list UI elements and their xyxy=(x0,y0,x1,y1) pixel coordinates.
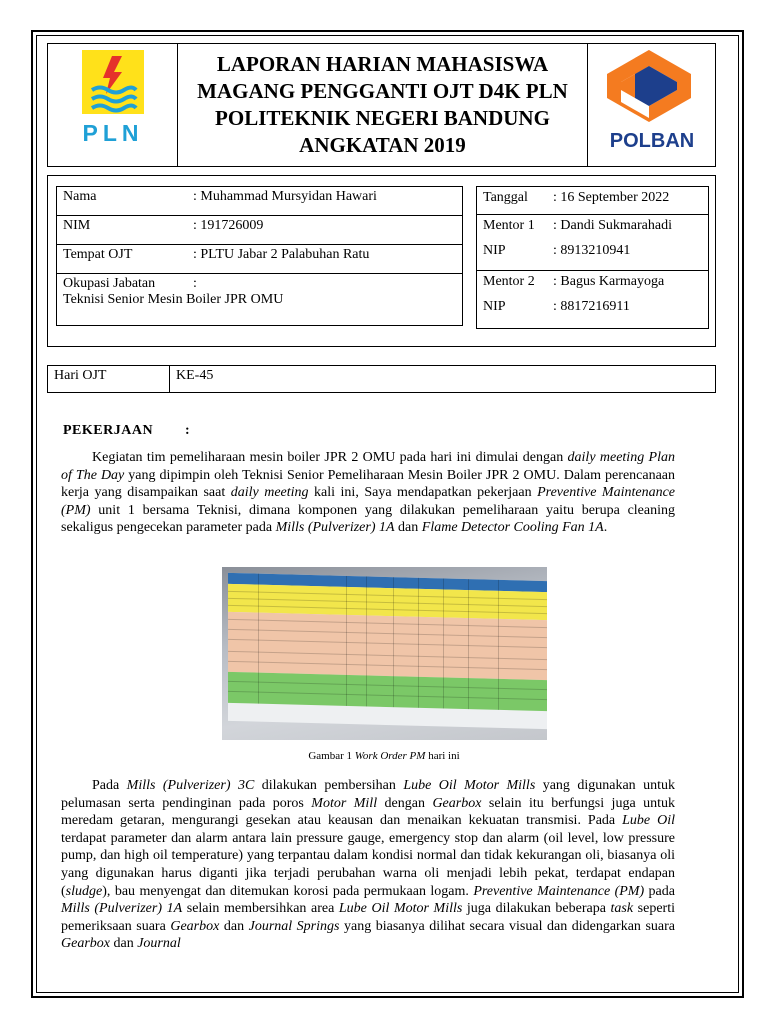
nama-label: Nama xyxy=(63,189,97,204)
text-run: selain membersihkan area xyxy=(182,901,339,917)
text-run: . xyxy=(603,520,608,536)
italic-run: Gearbox xyxy=(61,936,110,952)
text-run: selain itu berfungsi juga untuk meredam getaran, mengurangi gesekan atau keausan dan menaikan kekuatan transmisi. Pada xyxy=(61,795,675,829)
sheet-col-line xyxy=(498,580,499,710)
nama-row xyxy=(57,187,463,216)
italic-run: Flame Detector Cooling Fan 1A xyxy=(421,520,604,536)
italic-run: Lube Oil Motor Mills xyxy=(403,778,536,793)
text-run: Kegiatan tim pemeliharaan mesin boiler JPR 2 OMU pada hari ini dimulai dengan xyxy=(92,450,568,465)
italic-run: Mills (Pulverizer) 1A xyxy=(275,520,395,536)
tempat-row xyxy=(57,245,463,274)
italic-run: sludge xyxy=(65,883,103,899)
text-run: kali ini, Saya mendapatkan pekerjaan xyxy=(308,485,538,501)
nim-label: NIM xyxy=(63,218,91,233)
text-run: dan xyxy=(394,520,422,536)
text-run: dan xyxy=(219,918,249,934)
paragraph-mills xyxy=(61,777,675,953)
student-info-table xyxy=(56,186,463,326)
italic-run: daily meeting Plan of The Day xyxy=(61,450,675,483)
text-run: ), bau menyengat dan ditemukan korosi pada permukaan logam. xyxy=(102,883,474,899)
sheet-col-line xyxy=(366,576,367,706)
sheet-col-line xyxy=(258,574,259,704)
italic-run: Gearbox xyxy=(170,918,220,934)
italic-run: Lube Oil xyxy=(622,813,675,829)
pln-logo-text: PLN xyxy=(82,120,144,146)
okupasi-label: Okupasi Jabatan xyxy=(63,276,156,291)
report-header xyxy=(47,43,716,167)
pln-logo xyxy=(48,44,178,166)
italic-run: Preventive Maintenance (PM) xyxy=(473,883,645,899)
sheet-col-line xyxy=(418,578,419,708)
text-run: yang digunakan untuk pelumasan serta pendinginan pada poros xyxy=(61,778,675,811)
mentor2-label: Mentor 2 xyxy=(483,274,535,289)
pln-logo-mark xyxy=(82,50,144,114)
tanggal-row xyxy=(477,187,709,215)
nim-value: : 191726009 xyxy=(193,218,264,233)
polban-logo-text: POLBAN xyxy=(609,130,695,152)
text-run: dan xyxy=(110,936,138,952)
mentor1-value: : Dandi Sukmarahadi xyxy=(553,218,672,233)
italic-run: Motor Mill xyxy=(311,795,378,811)
nip2-value: : 8817216911 xyxy=(553,299,630,314)
text-run: dengan xyxy=(377,795,433,811)
section-title: PEKERJAAN xyxy=(63,423,154,438)
nip1-label: NIP xyxy=(483,243,506,258)
mentor2-value: : Bagus Karmayoga xyxy=(553,274,665,289)
text-run: juga dilakukan beberapa xyxy=(462,901,611,917)
identity-section xyxy=(47,175,716,347)
mentor1-block xyxy=(477,215,709,271)
nama-value: : Muhammad Mursyidan Hawari xyxy=(193,189,377,204)
okupasi-row xyxy=(57,274,463,326)
tanggal-value: : 16 September 2022 xyxy=(553,190,670,205)
italic-run: daily meeting xyxy=(230,485,309,501)
caption-prefix: Gambar 1 xyxy=(308,750,355,762)
text-run: unit 1 bersama Teknisi, dimana komponen yang dilakukan pemeliharaan yaitu berupa cleaning sekaligus pengecekan parameter pada xyxy=(61,502,675,536)
text-run: terdapat parameter dan alarm antara lain pressure gauge, emergency stop dan alarm (oil level, low pressure pump, dan high oil temperature) yang terpantau dalam kondisi normal dan tidak kekurangan oli, biasanya oli yang digunakan harus diganti jika terjadi perubahan warna oli menjadi lebih pekat, terdapat endapan ( xyxy=(61,830,675,899)
italic-run: Mills (Pulverizer) 1A xyxy=(61,901,183,917)
text-run: yang biasanya dilihat secara visual dan didengarkan suara xyxy=(339,918,675,934)
work-order-photo xyxy=(222,567,547,740)
tempat-value: : PLTU Jabar 2 Palabuhan Ratu xyxy=(193,247,370,262)
polban-emblem-icon xyxy=(588,44,716,130)
okupasi-colon: : xyxy=(193,276,197,291)
hari-value: KE-45 xyxy=(170,366,716,393)
okupasi-value: Teknisi Senior Mesin Boiler JPR OMU xyxy=(63,292,284,307)
nip1-value: : 8913210941 xyxy=(553,243,631,258)
sheet-col-line xyxy=(393,577,394,707)
spreadsheet-image xyxy=(228,573,547,729)
italic-run: Journal xyxy=(137,936,181,952)
sheet-col-line xyxy=(443,578,444,708)
text-run: dilakukan pembersihan xyxy=(254,778,404,793)
text-run: yang dipimpin oleh Teknisi Senior Pemeliharaan Mesin Boiler JPR 2 OMU. Dalam perencanaan kerja yang disampaikan saat xyxy=(61,467,676,501)
polban-logo xyxy=(587,44,715,166)
section-colon: : xyxy=(185,423,190,438)
mentor-info-table xyxy=(476,186,709,329)
lightning-icon xyxy=(82,50,144,114)
report-title: LAPORAN HARIAN MAHASISWA MAGANG PENGGANTI OJT D4K PLN POLITEKNIK NEGERI BANDUNG ANGKATAN 2019 xyxy=(197,52,568,157)
text-run: pada xyxy=(644,883,675,899)
italic-run: Lube Oil Motor Mills xyxy=(338,901,463,917)
italic-run: Journal Springs xyxy=(248,918,340,934)
italic-run: task xyxy=(610,901,634,917)
sheet-col-line xyxy=(346,576,347,706)
caption-italic: Work Order PM xyxy=(354,750,426,762)
figure-caption xyxy=(0,750,768,762)
caption-suffix: hari ini xyxy=(425,750,460,762)
sheet-col-line xyxy=(468,579,469,709)
italic-run: Preventive Maintenance (PM) xyxy=(61,485,676,518)
tempat-label: Tempat OJT xyxy=(63,247,133,262)
italic-run: Gearbox xyxy=(432,795,482,811)
hari-ojt-table xyxy=(47,365,716,393)
nim-row xyxy=(57,216,463,245)
hari-label: Hari OJT xyxy=(48,366,170,393)
paragraph-intro xyxy=(61,449,675,537)
nip2-label: NIP xyxy=(483,299,506,314)
mentor2-block xyxy=(477,271,709,329)
text-run: Pada xyxy=(92,778,127,793)
italic-run: Mills (Pulverizer) 3C xyxy=(126,778,255,793)
tanggal-label: Tanggal xyxy=(483,190,528,205)
mentor1-label: Mentor 1 xyxy=(483,218,535,233)
text-run: seperti pemeriksaan suara xyxy=(61,901,675,934)
